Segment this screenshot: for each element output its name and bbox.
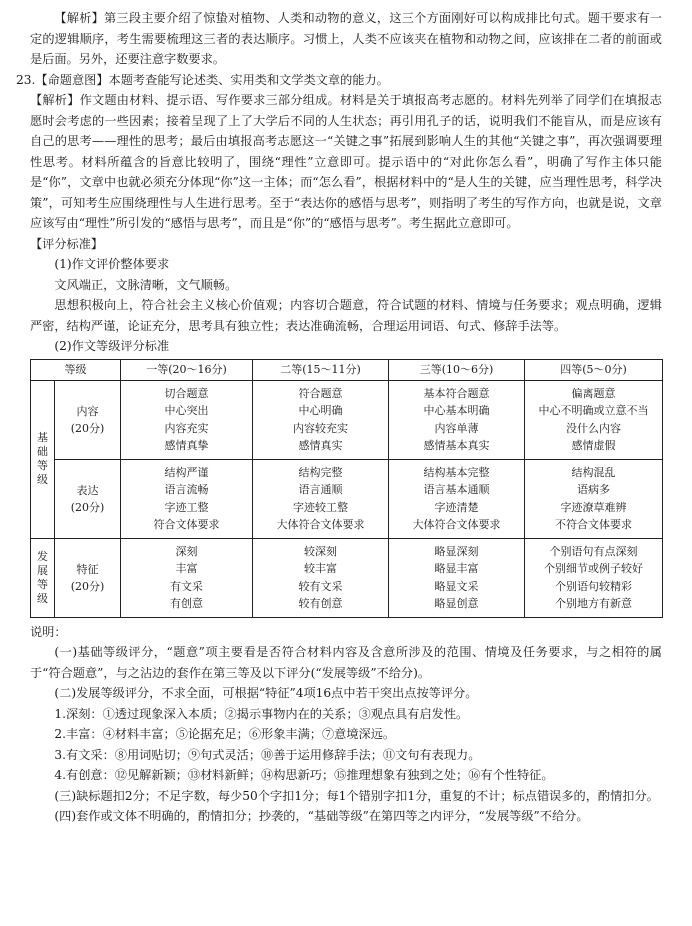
table-row-feature (31, 538, 663, 617)
header-level: 等级 (31, 359, 121, 380)
note-2: (二)发展等级评分，不求全面，可根据“特征”4项16点中若干突出点按等评分。 (54, 686, 478, 700)
overall-line1: 文风端正，文脉清晰，文气顺畅。 (54, 277, 238, 292)
row-label-expression: 表达 (20分) (55, 459, 121, 538)
cell-expression-g3: 结构基本完整 语言基本通顺 字迹清楚 大体符合文体要求 (389, 459, 525, 538)
header-grade-1: 一等(20～16分) (121, 359, 253, 380)
note-2-item-2: 2.丰富：④材料丰富；⑤论据充足；⑥形象丰满；⑦意境深远。 (54, 727, 396, 741)
table-row-expression (31, 459, 663, 538)
header-grade-4: 四等(5～0分) (525, 359, 663, 380)
intent-text: 【命题意图】本题考查能写论述类、实用类和文学类文章的能力。 (35, 72, 389, 87)
question-number: 23. (16, 72, 36, 87)
group-basic: 基础等级 (31, 380, 55, 538)
row-label-content: 内容 (20分) (55, 380, 121, 459)
note-4: (四)套作或文体不明确的，酌情扣分；抄袭的，“基础等级”在第四等之内评分，“发展等级”不给分。 (54, 809, 589, 823)
cell-feature-g3: 略显深刻 略显丰富 略显文采 略显创意 (389, 538, 525, 617)
cell-content-g1: 切合题意 中心突出 内容充实 感情真挚 (121, 380, 253, 459)
grade-title: (2)作文等级评分标准 (54, 339, 170, 353)
note-1: (一)基础等级评分，“题意”项主要看是否符合材料内容及含意所涉及的范围、情境及任务要求，与之相符的属于“符合题意”，与之沾边的套作在第三等及以下评分(“发展等级”不给分)。 (30, 645, 662, 680)
q23-intent (16, 70, 662, 91)
table-header-row (31, 359, 663, 380)
cell-feature-g2: 较深刻 较丰富 较有文采 较有创意 (253, 538, 389, 617)
cell-content-g2: 符合题意 中心明确 内容较充实 感情真实 (253, 380, 389, 459)
cell-feature-g1: 深刻 丰富 有文采 有创意 (121, 538, 253, 617)
cell-content-g4: 偏离题意 中心不明确或立意不当 没什么内容 感情虚假 (525, 380, 663, 459)
header-grade-2: 二等(15～11分) (253, 359, 389, 380)
overall-title: (1)作文评价整体要求 (54, 257, 170, 271)
note-2-item-1: 1.深刻：①透过现象深入本质；②揭示事物内在的关系；③观点具有启发性。 (54, 706, 469, 721)
table-row-content (31, 380, 663, 459)
cell-content-g3: 基本符合题意 中心基本明确 内容单薄 感情基本真实 (389, 380, 525, 459)
q23-analysis: 【解析】作文题由材料、提示语、写作要求三部分组成。材料是关于填报高考志愿的。材料先列举了同学们在填报志愿时会考虑的一些因素；接着呈现了上了大学后不同的人生状态；再引用孔子的话，说明我们不能盲从，而是应该有自己的思考——理性的思考；最后由填报高考志愿这一“关键之事”拓展到影响人生的其他“关键之事”，再次强调要理性思考。材料所蕴含的旨意比较明了，围绕“理性”立意即可。提示语中的“对此你怎么看”，明确了写作主体只能是“你”，文章中也就必须充分体现“你”这一主体；而“怎么看”，根据材料中的“是人生的关键，应当理性思考，科学决策”，可知考生应围绕理性与人生进行思考。至于“表达你的感悟与思考”，则指明了考生的写作方向，也就是说，文章应该写由“理性”所引发的“感悟与思考”，而且是“你”的“感悟与思考”。考生据此立意即可。 (30, 93, 662, 230)
cell-feature-g4: 个别语句有点深刻 个别细节或例子较好 个别语句较精彩 个别地方有新意 (525, 538, 663, 617)
row-label-feature: 特征 (20分) (55, 538, 121, 617)
overall-line2: 思想积极向上，符合社会主义核心价值观；内容切合题意，符合试题的材料、情境与任务要求；观点明确，逻辑严密，结构严谨，论证充分，思考具有独立性；表达准确流畅，合理运用词语、句式、修辞手法等。 (30, 298, 662, 333)
standard-heading: 【评分标准】 (30, 236, 104, 251)
notes-title: 说明： (30, 624, 67, 639)
cell-expression-g2: 结构完整 语言通顺 字迹较工整 大体符合文体要求 (253, 459, 389, 538)
grading-table (30, 359, 663, 618)
header-grade-3: 三等(10～6分) (389, 359, 525, 380)
intro-paragraph: 【解析】第三段主要介绍了惊蛰对植物、人类和动物的意义，这三个方面刚好可以构成排比句式。题干要求有一定的逻辑顺序，考生需要梳理这三者的表达顺序。习惯上，人类不应该夹在植物和动物之间，应该排在二者的前面或是后面。另外，还要注意字数要求。 (30, 11, 662, 66)
note-2-item-3: 3.有文采：⑧用词贴切；⑨句式灵活；⑩善于运用修辞手法；⑪文句有表现力。 (54, 747, 481, 762)
note-3: (三)缺标题扣2分；不足字数，每少50个字扣1分；每1个错别字扣1分，重复的不计；标点错误多的，酌情扣分。 (54, 788, 659, 803)
page (16, 8, 662, 827)
group-development: 发展等级 (31, 538, 55, 617)
cell-expression-g4: 结构混乱 语病多 字迹潦草难辨 不符合文体要求 (525, 459, 663, 538)
cell-expression-g1: 结构严谨 语言流畅 字迹工整 符合文体要求 (121, 459, 253, 538)
note-2-item-4: 4.有创意：⑫见解新颖；⑬材料新鲜；⑭构思新巧；⑮推理想象有独到之处；⑯有个性特征。 (54, 768, 554, 782)
